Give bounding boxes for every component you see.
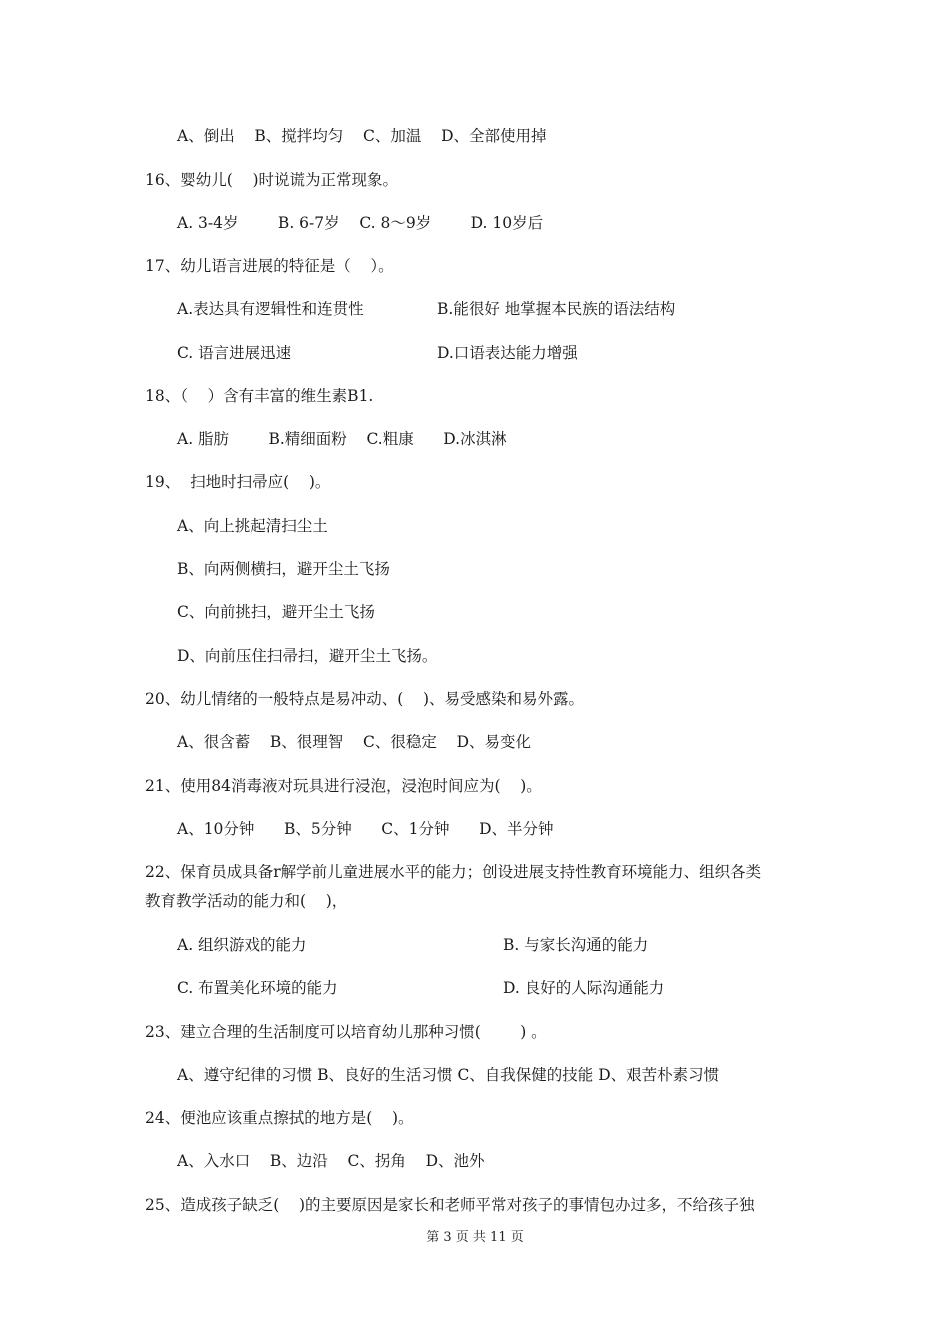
q17-question: 17、幼儿语言进展的特征是（ ）。 [145,257,394,275]
q17-option-d: D.口语表达能力增强 [437,344,578,362]
q19-option-b: B、向两侧横扫，避开尘土飞扬 [177,560,390,578]
q15-options: A、倒出 B、搅拌均匀 C、加温 D、全部使用掉 [177,127,547,145]
q19-option-c: C、向前挑扫，避开尘土飞扬 [177,603,375,621]
q25-question: 25、造成孩子缺乏( )的主要原因是家长和老师平常对孩子的事情包办过多，不给孩子独 [145,1196,755,1214]
q21-options: A、10分钟 B、5分钟 C、1分钟 D、半分钟 [177,820,554,838]
q22-option-d: D. 良好的人际沟通能力 [503,979,665,997]
q16-options: A. 3-4岁 B. 6-7岁 C. 8～9岁 D. 10岁后 [177,214,544,232]
q17-option-c: C. 语言进展迅速 [177,344,292,362]
q18-options: A. 脂肪 B.精细面粉 C.粗康 D.冰淇淋 [177,430,507,448]
page-footer: 第 3 页 共 11 页 [426,1230,524,1245]
q22-option-c: C. 布置美化环境的能力 [177,979,338,997]
q20-question: 20、幼儿情绪的一般特点是易冲动、( )、易受感染和易外露。 [145,690,585,708]
q18-question: 18、（ ）含有丰富的维生素B1. [145,387,374,405]
q23-question: 23、建立合理的生活制度可以培育幼儿那种习惯( ) 。 [145,1023,547,1041]
q19-question: 19、 扫地时扫帚应( )。 [145,473,331,491]
q17-option-a: A.表达具有逻辑性和连贯性 [177,300,364,318]
q17-option-b: B.能很好 地掌握本民族的语法结构 [437,300,676,318]
q19-option-d: D、向前压住扫帚扫，避开尘土飞扬。 [177,647,438,665]
q16-question: 16、婴幼儿( )时说谎为正常现象。 [145,171,399,189]
q23-options: A、遵守纪律的习惯 B、良好的生活习惯 C、自我保健的技能 D、艰苦朴素习惯 [177,1066,720,1084]
q24-question: 24、便池应该重点擦拭的地方是( )。 [145,1109,414,1127]
q22-question-line1: 22、保育员成具备r解学前儿童进展水平的能力；创设进展支持性教育环境能力、组织各类 [145,863,762,881]
q19-option-a: A、向上挑起清扫尘土 [177,517,328,535]
q21-question: 21、使用84消毒液对玩具进行浸泡，浸泡时间应为( )。 [145,777,542,795]
q24-options: A、入水口 B、边沿 C、拐角 D、池外 [177,1152,485,1170]
q22-question-line2: 教育教学活动的能力和( )， [145,892,348,910]
q22-option-b: B. 与家长沟通的能力 [503,936,649,954]
q20-options: A、很含蓄 B、很理智 C、很稳定 D、易变化 [177,733,531,751]
q22-option-a: A. 组织游戏的能力 [177,936,307,954]
